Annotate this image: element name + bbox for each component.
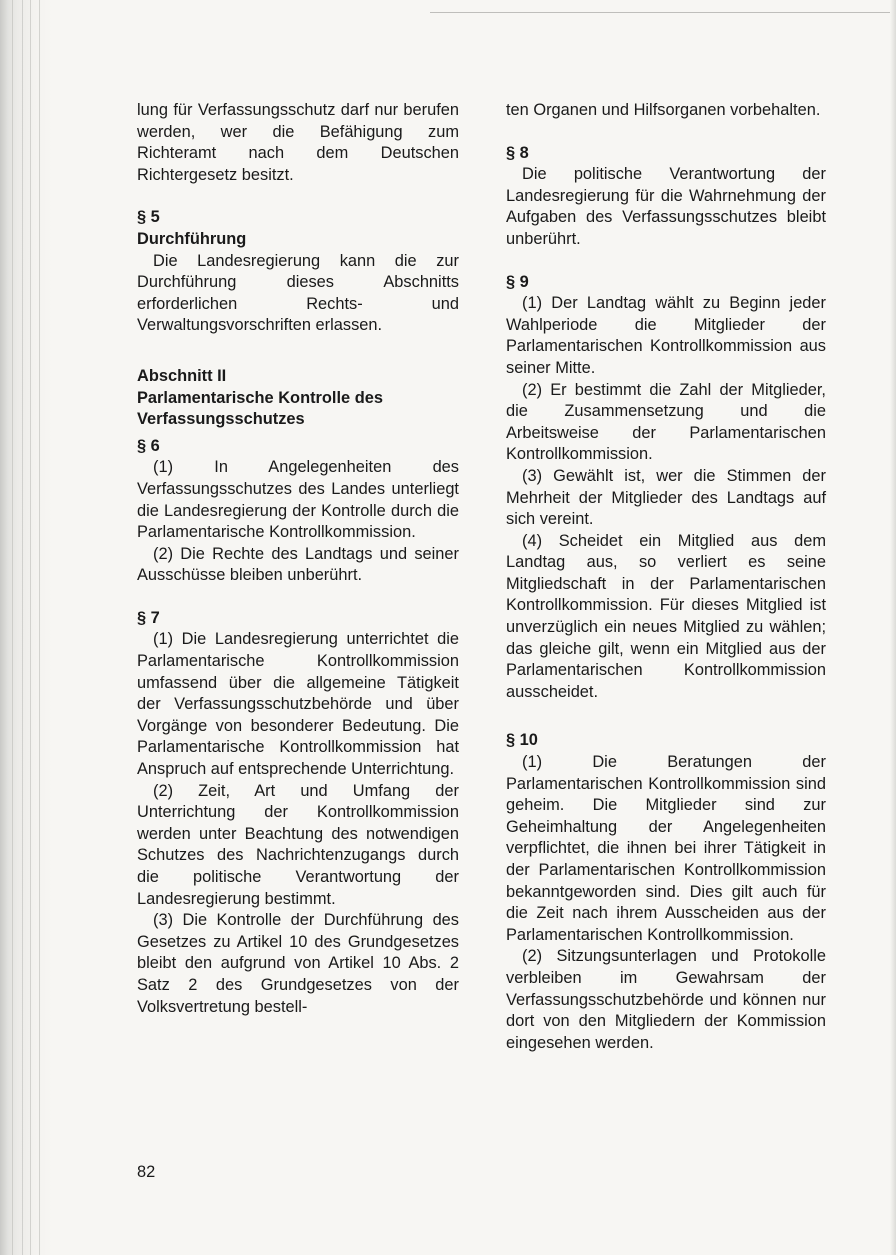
section-7-paragraph-3: (3) Die Kontrolle der Durchführung des Gesetzes zu Artikel 10 des Grundgesetzes bleibt den aufgrund von Artikel 10 Abs. 2 Satz 2 des Grundgesetzes von der Volksvertretung bestell-	[137, 911, 459, 1016]
book-binding-shadow	[0, 0, 52, 1255]
part-2-heading: Abschnitt II	[137, 366, 227, 385]
binding-streak	[30, 0, 31, 1255]
section-10-paragraph-2: (2) Sitzungsunterlagen und Protokolle verbleiben im Gewahrsam der Verfassungsschutzbehörde und können nur dort von den Mitgliedern der Kommission eingesehen werden.	[506, 947, 826, 1052]
continued-paragraph: ten Organen und Hilfsorganen vorbehalten.	[506, 101, 821, 119]
section-10-paragraph-1: (1) Die Beratungen der Parlamentarischen Kontrollkommission sind geheim. Die Mitglieder sind zur Geheimhaltung der Angelegenheiten verpflichtet, die ihnen bei ihrer Tätigkeit in der Parlamentarischen Kontrollkommission bekanntgeworden sind. Dies gilt auch für die Zeit nach ihrem Ausscheiden aus der Parlamentarischen Kontrollkommission.	[506, 753, 826, 944]
part-2-title: Parlamentarische Kontrolle des Verfassungsschutzes	[137, 388, 383, 429]
section-7-heading: § 7	[137, 608, 160, 627]
scan-top-edge-line	[430, 12, 890, 13]
section-9-heading: § 9	[506, 272, 529, 291]
page-right-edge-shadow	[890, 0, 896, 1255]
section-9-paragraph-1: (1) Der Landtag wählt zu Beginn jeder Wahlperiode die Mitglieder der Parlamentarischen Kontrollkommission aus seiner Mitte.	[506, 294, 826, 377]
right-column	[506, 100, 826, 1054]
section-9-paragraph-4: (4) Scheidet ein Mitglied aus dem Landtag aus, so verliert es seine Mitgliedschaft in der Parlamentarischen Kontrollkommission. Für dieses Mitglied ist unverzüglich ein neues Mitglied zu wählen; das gleiche gilt, wenn ein Mitglied aus der Parlamentarischen Kontrollkommission ausscheidet.	[506, 531, 826, 701]
left-column	[137, 100, 459, 1018]
section-9-paragraph-2: (2) Er bestimmt die Zahl der Mitglieder, die Zusammensetzung und die Arbeitsweise der Parlamentarischen Kontrollkommission.	[506, 380, 826, 464]
binding-streak	[22, 0, 23, 1255]
continued-paragraph: lung für Verfassungsschutz darf nur berufen werden, wer die Befähigung zum Richteramt nach dem Deutschen Richtergesetz besitzt.	[137, 101, 459, 184]
section-7-paragraph-1: (1) Die Landesregierung unterrichtet die Parlamentarische Kontrollkommission umfassend über die allgemeine Tätigkeit der Verfassungsschutzbehörde und über Vorgänge von besonderer Bedeutung. Die Parlamentarische Kontrollkommission hat Anspruch auf entsprechende Unterrichtung.	[137, 630, 459, 779]
section-8-heading: § 8	[506, 143, 529, 162]
page-number: 82	[137, 1163, 156, 1181]
section-10-heading: § 10	[506, 731, 538, 750]
section-6-paragraph-1: (1) In Angelegenheiten des Verfassungsschutzes des Landes unterliegt die Landesregierung der Kontrolle durch die Parlamentarische Kontrollkommission.	[137, 458, 459, 542]
section-9-paragraph-3: (3) Gewählt ist, wer die Stimmen der Mehrheit der Mitglieder des Landtags auf sich vereint.	[506, 466, 826, 529]
section-6-paragraph-2: (2) Die Rechte des Landtags und seiner Ausschüsse bleiben unberührt.	[137, 544, 459, 585]
section-5-title: Durchführung	[137, 229, 247, 248]
binding-streak	[39, 0, 40, 1255]
section-6-heading: § 6	[137, 436, 160, 455]
section-8-paragraph-1: Die politische Verantwortung der Landesregierung für die Wahrnehmung der Aufgaben des Verfassungsschutzes bleibt unberührt.	[506, 165, 826, 248]
section-7-paragraph-2: (2) Zeit, Art und Umfang der Unterrichtung der Kontrollkommission werden unter Beachtung des notwendigen Schutzes des Nachrichtenzugangs durch die politische Verantwortung der Landesregierung bestimmt.	[137, 781, 459, 908]
section-5-paragraph-1: Die Landesregierung kann die zur Durchführung dieses Abschnitts erforderlichen Rechts- und Verwaltungsvorschriften erlassen.	[137, 251, 459, 335]
section-5-heading: § 5	[137, 208, 160, 227]
binding-streak	[12, 0, 13, 1255]
